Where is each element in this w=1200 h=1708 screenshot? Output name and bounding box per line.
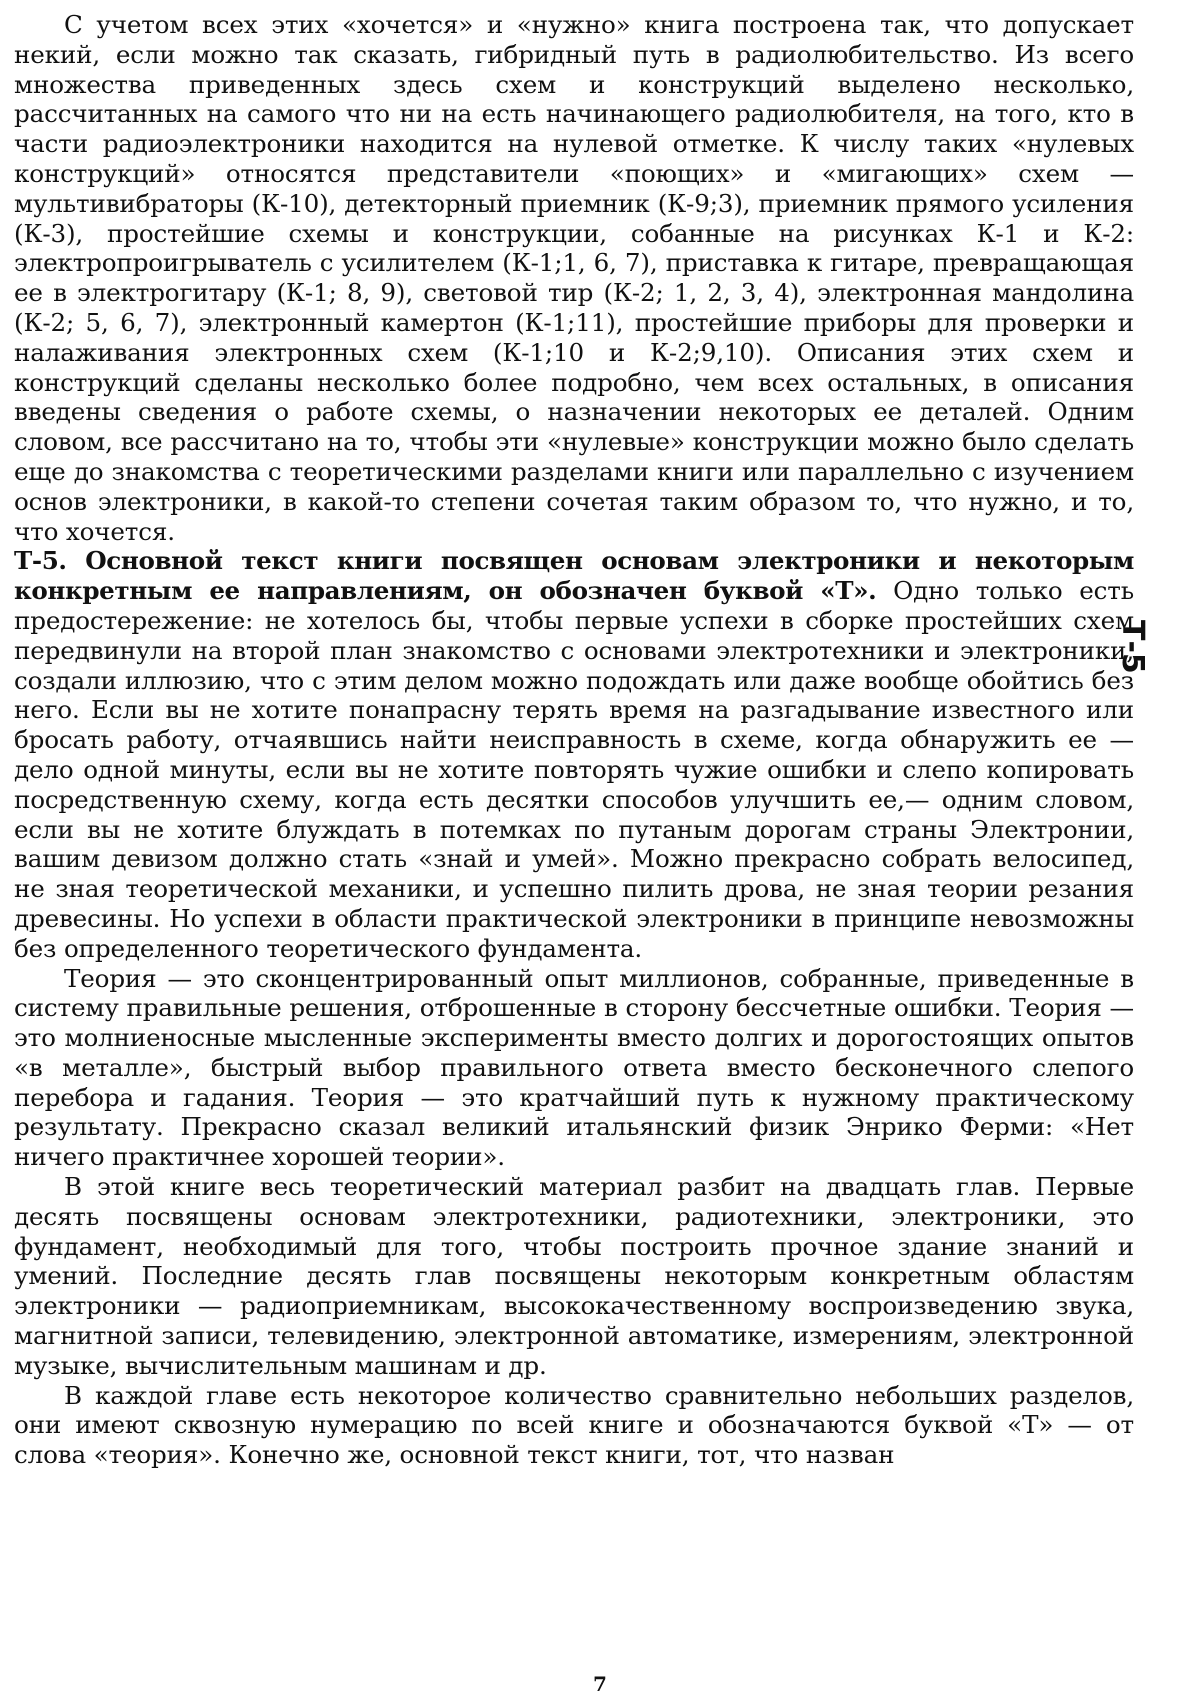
paragraph-text: В каждой главе есть некоторое количество сравнительно небольших разделов, они имеют сквозную нумерацию по всей книге и обозначаются буквой «Т» — от слова «теория». Конечно же, основной текст книги, тот, что назван xyxy=(14,1380,1134,1470)
page-body xyxy=(14,10,1134,1470)
paragraph-text: С учетом всех этих «хочется» и «нужно» книга построена так, что допускает некий, если можно так сказать, гибридный путь в радиолюбительство. Из всего множества приведенных здесь схем и конструкций выделено несколько, рассчитанных на самого что ни на есть начинающего радиолюбителя, на того, кто в части радиоэлектроники находится на нулевой отметке. К числу таких «нулевых конструкций» относятся представители «поющих» и «мигающих» схем — мультивибраторы (К-10), детекторный приемник (К-9;3), приемник прямого усиления (К-3), простейшие схемы и конструкции, собанные на рисунках К-1 и К-2: электропроигрыватель с усилителем (К-1;1, 6, 7), приставка к гитаре, превращающая ее в электрогитару (К-1; 8, 9), световой тир (К-2; 1, 2, 3, 4), электронная мандолина (К-2; 5, 6, 7), электронный камертон (К-1;11), простейшие приборы для проверки и налаживания электронных схем (К-1;10 и К-2;9,10). Описания этих схем и конструкций сделаны несколько более подробно, чем всех остальных, в описания введены сведения о работе схемы, о назначении некоторых ее деталей. Одним словом, все рассчитано на то, чтобы эти «нулевые» конструкции можно было сделать еще до знакомства с теоретическими разделами книги или параллельно с изучением основ электроники, в какой-то степени сочетая таким образом то, что нужно, и то, что хочется. xyxy=(14,10,1134,546)
paragraph-text: Одно только есть предостережение: не хотелось бы, чтобы первые успехи в сборке простейших схем передвинули на второй план знакомство с основами электротехники и электроники, создали иллюзию, что с этим делом можно подождать или даже вообще обойтись без него. Если вы не хотите понапрасну терять время на разгадывание известного или бросать работу, отчаявшись найти неисправность в схеме, когда обнаружить ее — дело одной минуты, если вы не хотите повторять чужие ошибки и слепо копировать посредственную схему, когда есть десятки способов улучшить ее,— одним словом, если вы не хотите блуждать в потемках по путаным дорогам страны Электронии, вашим девизом должно стать «знай и умей». Можно прекрасно собрать велосипед, не зная теоретической механики, и успешно пилить дрова, не зная теории резания древесины. Но успехи в области практической электроники в принципе невозможны без определенного теоретического фундамента. xyxy=(14,576,1134,963)
paragraph-text: В этой книге весь теоретический материал разбит на двадцать глав. Первые десять посвящены основам электротехники, радиотехники, электроники, это фундамент, необходимый для того, чтобы построить прочное здание знаний и умений. Последние десять глав посвящены некоторым конкретным областям электроники — радиоприемникам, высококачественному воспроизведению звука, магнитной записи, телевидению, электронной автоматике, измерениям, электронной музыке, вычислительным машинам и др. xyxy=(14,1172,1134,1380)
paragraph-text: Теория — это сконцентрированный опыт миллионов, собранные, приведенные в систему правильные решения, отброшенные в сторону бессчетные ошибки. Теория — это молниеносные мысленные эксперименты вместо долгих и дорогостоящих опытов «в металле», быстрый выбор правильного ответа вместо бесконечного слепого перебора и гадания. Теория — это кратчайший путь к нужному практическому результату. Прекрасно сказал великий итальянский физик Энрико Ферми: «Нет ничего практичнее хорошей теории». xyxy=(14,963,1134,1172)
paragraph-1 xyxy=(14,10,1134,546)
section-heading-t5: Т-5. Основной текст книги посвящен основам электроники и некоторым конкретным ее направлениям, он обозначен буквой «Т». xyxy=(14,546,1134,606)
section-side-marker: Т-5 xyxy=(1115,620,1150,674)
page-number: 7 xyxy=(593,1672,607,1696)
paragraph-4 xyxy=(14,1172,1134,1381)
paragraph-5 xyxy=(14,1381,1134,1470)
paragraph-3 xyxy=(14,964,1134,1173)
paragraph-section-t5 xyxy=(14,546,1134,963)
